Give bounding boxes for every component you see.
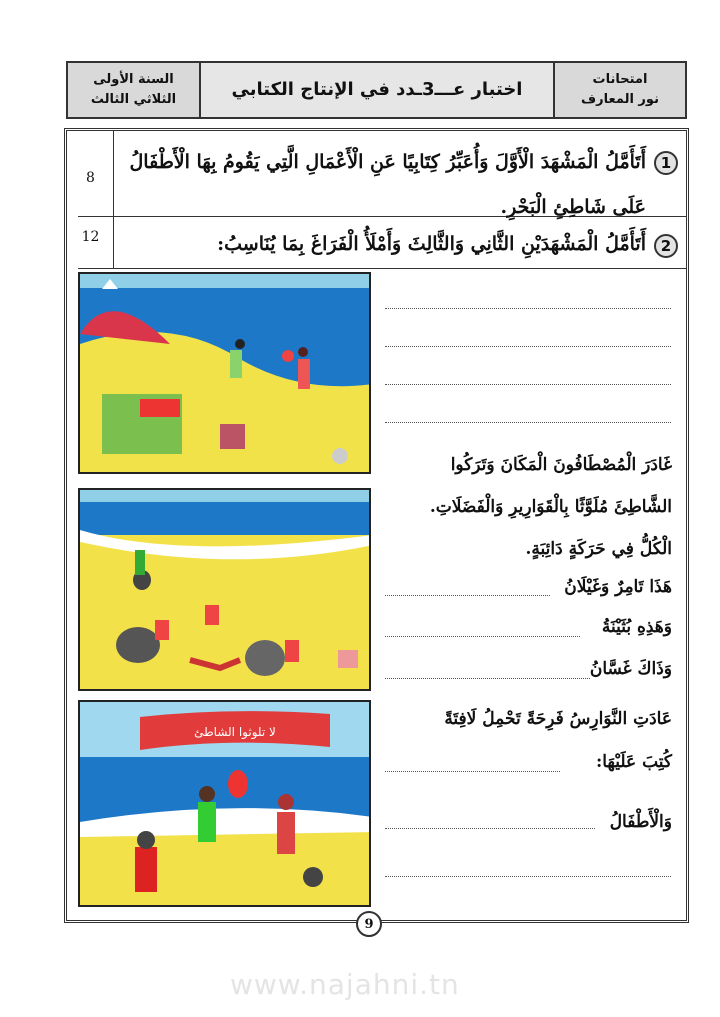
scene-3-text-3: وَالْأَطْفَالُ [609, 812, 672, 832]
watermark-text: www.najahni.tn [230, 968, 460, 1001]
question-1-line-1: أَتَأَمَّلُ الْمَشْهَدَ الْأَوَّلَ وَأُعَبِّرُ كِتَابِيًا عَنِ الْأَعْمَالِ الَّتِي يَقُومُ بِهَا الْأَطْفَالُ [129, 151, 646, 173]
scene-3-banner-text: لا تلوثوا الشاطئ [194, 725, 276, 739]
question-number-2: 2 [654, 234, 678, 258]
question-divider [78, 268, 686, 269]
question-2-line-1: أَتَأَمَّلُ الْمَشْهَدَيْنِ الثَّانِي وَالثَّالِثَ وَأَمْلَأُ الْفَرَاغَ بِمَا يُنَاسِبُ: [217, 233, 646, 255]
page-number: 9 [356, 911, 382, 937]
scene-3-text-1: عَادَتِ النَّوَارِسُ فَرِحَةً تَحْمِلُ لَافِتَةً [444, 709, 672, 729]
answer-line[interactable] [385, 421, 671, 423]
answer-line[interactable] [385, 345, 671, 347]
scene-2-image [78, 488, 371, 691]
grade-line-2: الثلاثي الثالث [90, 92, 177, 107]
grade-cell [68, 63, 201, 117]
publisher-line-1: امتحانات [592, 72, 648, 87]
scene-2-text-4: هَذَا تَامِرٌ وَغَيْلَانُ [564, 577, 672, 597]
answer-line[interactable] [385, 307, 671, 309]
answer-line[interactable] [385, 594, 550, 596]
scene-2-drawing [80, 490, 371, 691]
score-q2: 12 [81, 229, 100, 245]
publisher-cell [555, 63, 685, 117]
scene-1-drawing [80, 274, 371, 474]
answer-line[interactable] [385, 635, 580, 637]
scene-3-drawing [80, 702, 371, 907]
exam-header [66, 61, 687, 119]
grade-line-1: السنة الأولى [93, 72, 174, 87]
question-number-1: 1 [654, 151, 678, 175]
scene-2-text-3: الْكُلُّ فِي حَرَكَةٍ دَائِبَةٍ. [525, 539, 672, 559]
answer-line[interactable] [385, 677, 590, 679]
score-q1: 8 [86, 170, 95, 186]
answer-line[interactable] [385, 827, 595, 829]
scene-3-image [78, 700, 371, 907]
scene-2-text-6: وَذَاكَ غَسَّانُ [589, 659, 672, 679]
scene-2-text-1: غَادَرَ الْمُصْطَافُونَ الْمَكَانَ وَتَرَكُوا [450, 455, 672, 475]
scene-1-image [78, 272, 371, 474]
publisher-line-2: نور المعارف [581, 92, 659, 107]
answer-line[interactable] [385, 770, 560, 772]
answer-line[interactable] [385, 383, 671, 385]
answer-line[interactable] [385, 875, 671, 877]
scene-2-text-2: الشَّاطِئَ مُلَوَّثًا بِالْقَوَارِيرِ وَالْفَضَلَاتِ. [429, 497, 672, 517]
question-1-line-2: عَلَى شَاطِئِ الْبَحْرِ. [500, 196, 646, 218]
scene-2-text-5: وَهَذِهِ بُثَيْنَةُ [601, 617, 672, 637]
score-column [67, 131, 114, 269]
scene-3-text-2: كُتِبَ عَلَيْهَا: [595, 752, 672, 772]
exam-title: اختبار عـــ3ـدد في الإنتاج الكتابي [201, 63, 555, 117]
